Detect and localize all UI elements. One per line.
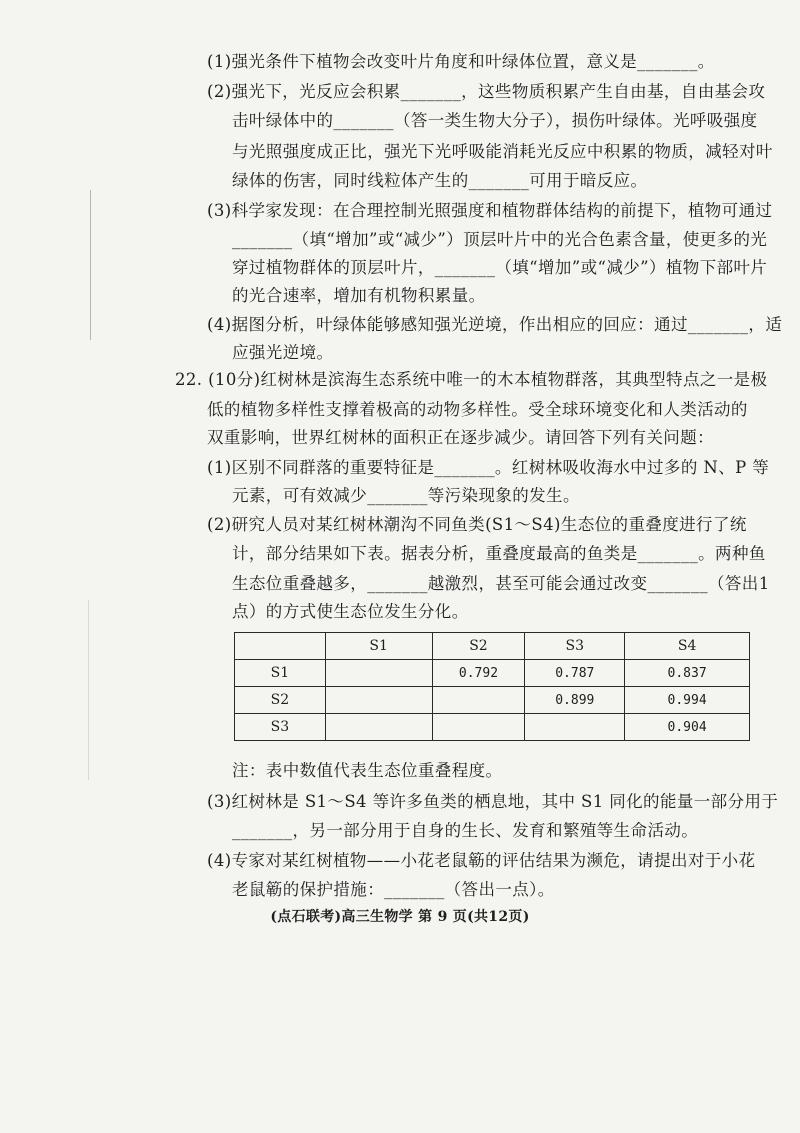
- q22-part2-line-1: (2)研究人员对某红树林潮沟不同鱼类(S1～S4)生态位的重叠度进行了统: [207, 515, 747, 534]
- table-header-row: [235, 633, 750, 660]
- table-header-cell: S2: [432, 633, 525, 660]
- q21-part1-line-1: (1)强光条件下植物会改变叶片角度和叶绿体位置，意义是_______。: [207, 52, 715, 71]
- q21-part2-line-3: 与光照强度成正比，强光下光呼吸能消耗光反应中积累的物质，减轻对叶: [232, 142, 773, 161]
- table-cell: 0.899: [525, 687, 625, 714]
- table-cell: [432, 714, 525, 741]
- table-header-cell: S3: [525, 633, 625, 660]
- table-cell: [525, 714, 625, 741]
- q21-part2-line-4: 绿体的伤害，同时线粒体产生的_______可用于暗反应。: [232, 171, 648, 190]
- q22-part1-line-1: (1)区别不同群落的重要特征是_______。红树林吸收海水中过多的 N、P 等: [207, 458, 770, 477]
- table-header-cell: S4: [625, 633, 750, 660]
- q21-part4-line-2: 应强光逆境。: [232, 343, 334, 362]
- table-cell: [325, 660, 432, 687]
- table-row: [235, 714, 750, 741]
- q21-part3-line-1: (3)科学家发现：在合理控制光照强度和植物群体结构的前提下，植物可通过: [207, 201, 773, 220]
- q21-part4-line-1: (4)据图分析，叶绿体能够感知强光逆境，作出相应的回应：通过_______，适: [207, 315, 783, 334]
- q22-part2-line-4: 点）的方式使生态位发生分化。: [232, 602, 469, 621]
- table-cell: [432, 687, 525, 714]
- q21-part2-line-1: (2)强光下，光反应会积累_______，这些物质积累产生自由基，自由基会攻: [207, 82, 766, 101]
- table-row-label: S2: [235, 687, 326, 714]
- table-cell: 0.904: [625, 714, 750, 741]
- q21-part3-line-2: _______（填“增加”或“减少”）顶层叶片中的光合色素含量，使更多的光: [232, 230, 768, 249]
- q22-part2-line-3: 生态位重叠越多，_______越激烈，甚至可能会通过改变_______（答出1: [232, 574, 770, 593]
- table-cell: [325, 687, 432, 714]
- q22-part3-line-1: (3)红树林是 S1～S4 等许多鱼类的栖息地，其中 S1 同化的能量一部分用于: [207, 792, 779, 811]
- table-cell: 0.792: [432, 660, 525, 687]
- table-cell: 0.837: [625, 660, 750, 687]
- q21-part3-line-3: 穿过植物群体的顶层叶片，_______（填“增加”或“减少”）植物下部叶片: [232, 258, 768, 277]
- table-row: [235, 687, 750, 714]
- q22-part3-line-2: _______，另一部分用于自身的生长、发育和繁殖等生命活动。: [232, 821, 699, 840]
- scan-edge-mark: [90, 190, 91, 340]
- table-cell: [325, 714, 432, 741]
- q22-part2-line-2: 计，部分结果如下表。据表分析，重叠度最高的鱼类是_______。两种鱼: [232, 544, 766, 563]
- table-row-label: S3: [235, 714, 326, 741]
- table-row: [235, 660, 750, 687]
- q22-part4-line-2: 老鼠簕的保护措施：_______（答出一点）。: [232, 880, 555, 899]
- table-row-label: S1: [235, 660, 326, 687]
- q21-part3-line-4: 的光合速率，增加有机物积累量。: [232, 286, 486, 305]
- table-header-cell: S1: [325, 633, 432, 660]
- q22-part1-line-2: 元素，可有效减少_______等污染现象的发生。: [232, 486, 580, 505]
- q22-stem-line-3: 双重影响，世界红树林的面积正在逐步减少。请回答下列有关问题：: [207, 428, 714, 447]
- q22-stem-line-2: 低的植物多样性支撑着极高的动物多样性。受全球环境变化和人类活动的: [207, 400, 748, 419]
- q22-part4-line-1: (4)专家对某红树植物——小花老鼠簕的评估结果为濒危，请提出对于小花: [207, 851, 756, 870]
- scan-edge-mark: [88, 600, 89, 780]
- table-cell: 0.994: [625, 687, 750, 714]
- q22-stem-line-1: 22. (10分)红树林是滨海生态系统中唯一的木本植物群落，其典型特点之一是极: [175, 370, 768, 389]
- table-header-cell: [235, 633, 326, 660]
- niche-overlap-table: [234, 632, 750, 741]
- q21-part2-line-2: 击叶绿体中的_______（答一类生物大分子），损伤叶绿体。光呼吸强度: [232, 111, 758, 130]
- table-cell: 0.787: [525, 660, 625, 687]
- table-note: 注：表中数值代表生态位重叠程度。: [232, 761, 503, 780]
- page-footer: (点石联考)高三生物学 第 9 页(共12页): [270, 909, 530, 925]
